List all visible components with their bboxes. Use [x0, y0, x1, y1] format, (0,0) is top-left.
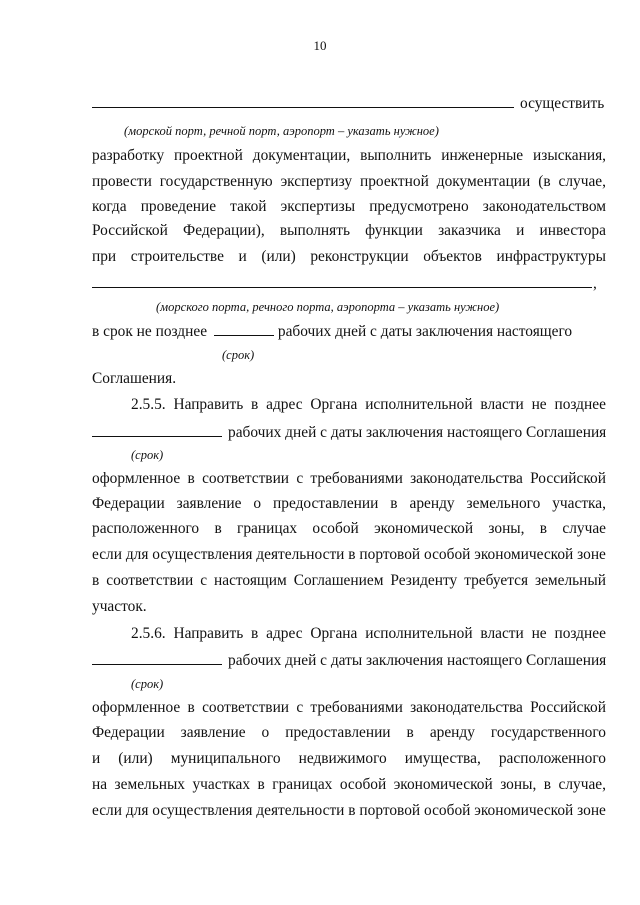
text-line-15 — [92, 546, 606, 564]
text-line-11 — [92, 423, 606, 442]
field-hint-3: (срок) — [222, 348, 255, 362]
word: участка, — [552, 495, 606, 512]
line-11-end: рабочих дней с даты заключения настоящего Соглашения — [228, 424, 607, 441]
fill-blank — [92, 651, 222, 665]
word: случае — [562, 520, 606, 537]
word: проектной — [360, 173, 429, 190]
word: экономической — [374, 520, 474, 537]
word: недвижимого — [298, 750, 387, 767]
text-line-14 — [92, 520, 606, 538]
text-line-21 — [92, 724, 606, 742]
word: выполнить — [360, 147, 432, 164]
word: требованиями — [310, 470, 403, 487]
word: с — [296, 470, 304, 487]
word: соответствии — [202, 470, 290, 487]
word: объектов — [423, 248, 482, 265]
word: в — [187, 699, 195, 716]
word: в — [348, 546, 356, 563]
word: Федерации), — [183, 222, 265, 239]
word: 2.5.6. — [131, 625, 166, 642]
word: государственную — [159, 173, 273, 190]
word: (в — [538, 173, 551, 190]
text-line-19 — [92, 651, 606, 670]
word: требованиями — [310, 699, 403, 716]
word: в — [257, 776, 265, 793]
word: и — [516, 222, 525, 239]
word: зоне — [577, 546, 606, 563]
word: оформленное — [92, 470, 181, 487]
word: такой — [230, 198, 267, 215]
word: Органа — [310, 625, 358, 642]
text-line-1 — [92, 94, 606, 113]
word: экспертизы — [280, 198, 356, 215]
text-line-16 — [92, 572, 606, 590]
line-7-end: , — [593, 275, 597, 292]
word: особой — [424, 546, 471, 563]
word: в — [539, 520, 548, 537]
word: экономической — [393, 776, 493, 793]
word: особой — [339, 776, 387, 793]
word: на — [92, 776, 108, 793]
word: предоставлении — [285, 724, 391, 741]
word: о — [261, 724, 270, 741]
text-line-4 — [92, 198, 606, 216]
word: разработку — [92, 147, 165, 164]
line-19-end: рабочих дней с даты заключения настоящего Соглашения — [228, 652, 607, 669]
word: имущества, — [404, 750, 481, 767]
word: для — [125, 802, 149, 819]
word: законодательства — [410, 470, 523, 487]
word: с — [200, 572, 208, 589]
word: документации, — [252, 147, 351, 164]
word: когда — [92, 198, 127, 215]
word: и — [92, 750, 101, 767]
word: зоне — [577, 802, 606, 819]
word: заказчика — [438, 222, 501, 239]
word: Федерации — [92, 495, 165, 512]
text-line-13 — [92, 495, 606, 513]
word: 2.5.5. — [131, 396, 166, 413]
word: осуществления — [152, 546, 253, 563]
text-line-24 — [92, 802, 606, 820]
field-hint-1: (морской порт, речной порт, аэропорт – указать нужное) — [124, 124, 439, 138]
field-hint-4: (срок) — [131, 448, 164, 462]
text-line-2 — [92, 147, 606, 165]
word: адрес — [266, 396, 303, 413]
word: в — [187, 470, 195, 487]
word: исполнительной — [365, 625, 473, 642]
word: соответствии — [106, 572, 194, 589]
word: заявление — [180, 724, 246, 741]
word: предусмотрено — [369, 198, 469, 215]
word: Российской — [92, 222, 168, 239]
word: в — [390, 495, 398, 512]
word: Российской — [530, 699, 606, 716]
word: документации — [436, 173, 531, 190]
word: Направить — [173, 396, 244, 413]
text-line-8 — [92, 322, 606, 341]
text-line-22 — [92, 750, 606, 768]
word: исполнительной — [365, 396, 473, 413]
word: настоящим — [214, 572, 287, 589]
word: если — [92, 802, 122, 819]
word: экономической — [474, 802, 574, 819]
word: требуется — [464, 572, 529, 589]
text-line-10 — [131, 396, 606, 414]
word: не — [531, 625, 547, 642]
word: зоны, — [488, 520, 525, 537]
text-line-9: Соглашения. — [92, 370, 177, 387]
word: Российской — [530, 470, 606, 487]
word: позднее — [554, 396, 606, 413]
word: выполнять — [279, 222, 350, 239]
word: участках — [192, 776, 251, 793]
word: власти — [480, 625, 524, 642]
word: инфраструктуры — [496, 248, 606, 265]
word: расположенного — [92, 520, 200, 537]
word: Соглашением — [293, 572, 384, 589]
word: в — [348, 802, 356, 819]
word: муниципального — [170, 750, 281, 767]
word: государственного — [490, 724, 606, 741]
word: случае, — [558, 173, 606, 190]
word: законодательством — [482, 198, 606, 215]
text-line-5 — [92, 222, 606, 240]
word: предоставлении — [273, 495, 379, 512]
word: аренду — [429, 724, 475, 741]
word: особой — [424, 802, 471, 819]
word: границах — [272, 776, 333, 793]
word: земельный — [535, 572, 606, 589]
word: Резиденту — [390, 572, 458, 589]
word: (или) — [118, 750, 153, 767]
word: Органа — [310, 396, 358, 413]
word: адрес — [266, 625, 303, 642]
text-line-6 — [92, 248, 606, 266]
word: инвестора — [539, 222, 606, 239]
field-hint-2: (морского порта, речного порта, аэропорта – указать нужное) — [156, 300, 500, 314]
word: Направить — [173, 625, 244, 642]
word: не — [531, 396, 547, 413]
word: строительстве — [130, 248, 224, 265]
word: в — [92, 572, 100, 589]
word: провести — [92, 173, 152, 190]
word: инженерные — [441, 147, 524, 164]
word: о — [253, 495, 262, 512]
word: Федерации — [92, 724, 165, 741]
word: экономической — [474, 546, 574, 563]
word: проектной — [174, 147, 243, 164]
text-line-17: участок. — [92, 598, 147, 615]
word: с — [296, 699, 304, 716]
word: законодательства — [410, 699, 523, 716]
fill-blank — [92, 94, 514, 108]
word: позднее — [554, 625, 606, 642]
line-8-end: рабочих дней с даты заключения настоящего — [277, 323, 573, 340]
word: аренду — [409, 495, 455, 512]
word: в — [543, 776, 552, 793]
word: в — [214, 520, 222, 537]
text-line-7 — [92, 274, 606, 293]
word: деятельности — [256, 802, 345, 819]
word: деятельности — [256, 546, 345, 563]
line-1-end: осуществить — [520, 95, 605, 112]
word: экспертизу — [280, 173, 353, 190]
fill-blank — [92, 423, 222, 437]
word: реконструкции — [310, 248, 409, 265]
word: земельных — [114, 776, 185, 793]
word: проведение — [140, 198, 217, 215]
word: расположенного — [498, 750, 606, 767]
word: границах — [237, 520, 298, 537]
word: в — [251, 396, 259, 413]
word: в — [406, 724, 414, 741]
fill-blank — [92, 274, 592, 288]
word: в — [251, 625, 259, 642]
word: осуществления — [152, 802, 253, 819]
field-hint-5: (срок) — [131, 677, 164, 691]
text-line-23 — [92, 776, 606, 794]
word: для — [125, 546, 149, 563]
word: изыскания, — [533, 147, 606, 164]
word: соответствии — [202, 699, 290, 716]
word: если — [92, 546, 122, 563]
word: и — [238, 248, 247, 265]
word: власти — [480, 396, 524, 413]
page-number: 10 — [313, 38, 327, 53]
text-line-3 — [92, 173, 606, 191]
text-line-18 — [131, 625, 606, 643]
fill-blank — [214, 322, 274, 336]
word: заявление — [176, 495, 242, 512]
text-line-20 — [92, 699, 606, 717]
word: при — [92, 248, 117, 265]
word: функции — [365, 222, 423, 239]
word: особой — [312, 520, 359, 537]
word: зоны, — [500, 776, 537, 793]
word: земельного — [466, 495, 541, 512]
word: (или) — [261, 248, 296, 265]
word: портовой — [359, 802, 421, 819]
word: оформленное — [92, 699, 181, 716]
text-line-12 — [92, 470, 606, 488]
line-8-start: в срок не позднее — [92, 323, 208, 340]
word: портовой — [359, 546, 421, 563]
word: случае, — [558, 776, 606, 793]
